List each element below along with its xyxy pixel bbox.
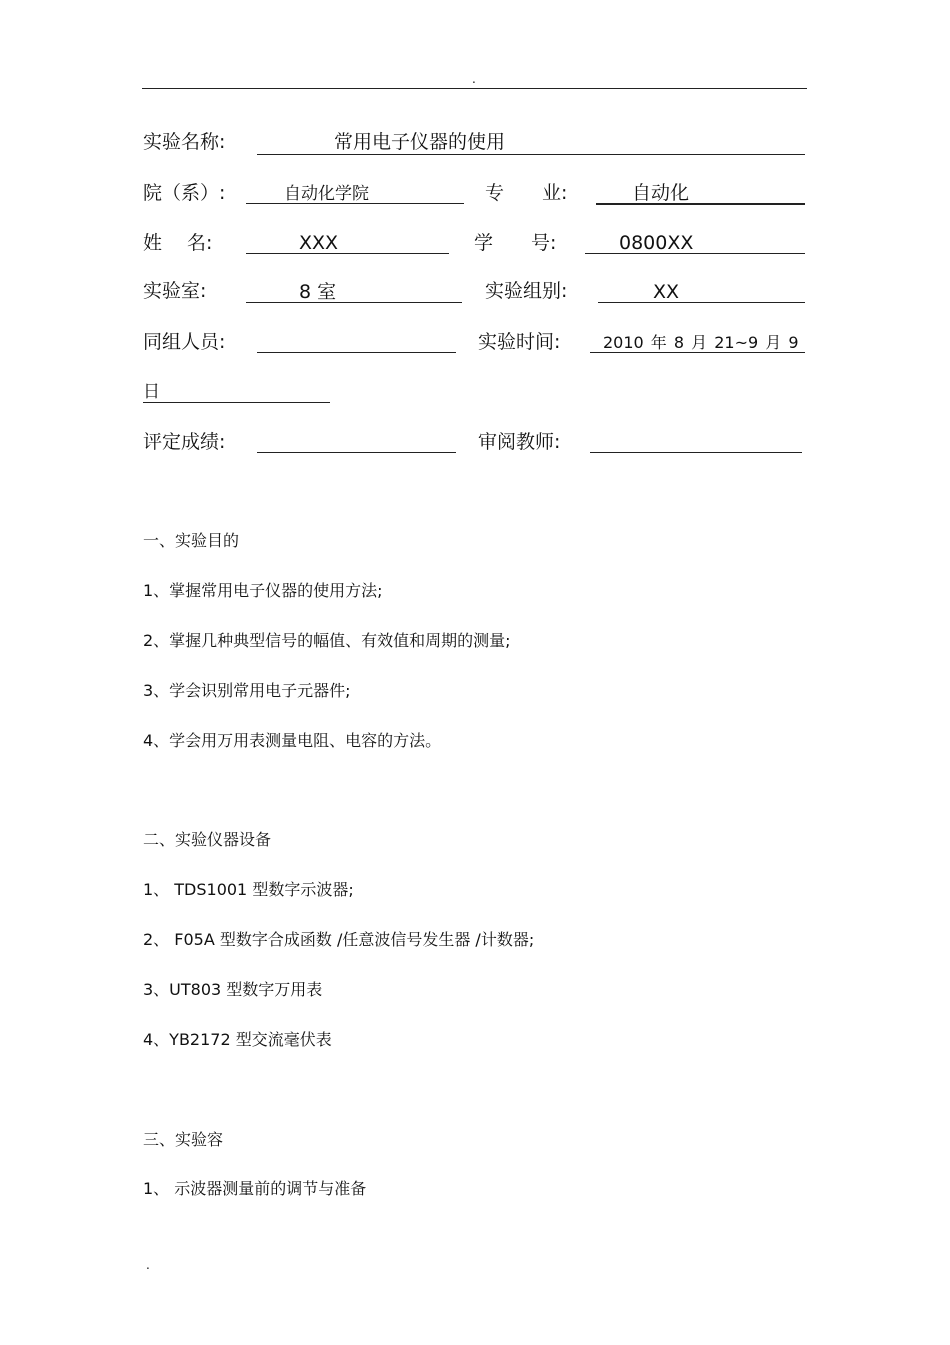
person-label: 姓 名:	[143, 232, 213, 254]
person-underline	[246, 253, 449, 254]
student-id-label: 学 号:	[474, 232, 557, 254]
list-item: 2、 F05A 型数字合成函数 /任意波信号发生器 /计数器;	[143, 930, 535, 949]
list-item: 4、YB2172 型交流毫伏表	[143, 1030, 332, 1049]
major-underline	[596, 203, 805, 205]
section-heading-equipment: 二、实验仪器设备	[143, 830, 272, 849]
lab-value: 8 室	[299, 281, 337, 303]
list-item: 3、学会识别常用电子元器件;	[143, 681, 351, 700]
name-value: 常用电子仪器的使用	[334, 131, 506, 153]
header-rule	[142, 88, 807, 89]
lab-label: 实验室:	[143, 280, 207, 302]
person-value: XXX	[299, 232, 339, 254]
teacher-underline	[590, 452, 802, 453]
name-underline	[257, 154, 805, 155]
lab-underline	[246, 302, 462, 303]
group-label: 实验组别:	[485, 280, 568, 302]
section-heading-purpose: 一、实验目的	[143, 531, 240, 550]
college-label: 院（系）:	[143, 182, 226, 204]
section-heading-content: 三、实验容	[143, 1130, 224, 1149]
header-dot: .	[472, 72, 476, 86]
footer-dot: .	[146, 1258, 150, 1272]
group-value: XX	[653, 281, 680, 303]
time-value: 2010 年 8 月 21~9 月 9	[603, 333, 799, 352]
time-continuation: 日	[143, 382, 160, 402]
list-item: 2、掌握几种典型信号的幅值、有效值和周期的测量;	[143, 631, 511, 650]
college-value: 自动化学院	[284, 184, 369, 204]
list-item: 1、 示波器测量前的调节与准备	[143, 1179, 367, 1198]
student-id-value: 0800XX	[619, 232, 694, 254]
major-value: 自动化	[632, 182, 690, 204]
group-underline	[598, 302, 805, 303]
teacher-label: 审阅教师:	[478, 431, 561, 453]
members-label: 同组人员:	[143, 331, 226, 353]
grade-underline	[257, 452, 456, 453]
list-item: 1、 TDS1001 型数字示波器;	[143, 880, 354, 899]
major-label: 专 业:	[485, 182, 568, 204]
student-id-underline	[585, 253, 805, 254]
time-label: 实验时间:	[478, 331, 561, 353]
members-underline	[257, 352, 456, 353]
list-item: 3、UT803 型数字万用表	[143, 980, 323, 999]
grade-label: 评定成绩:	[143, 431, 226, 453]
list-item: 4、学会用万用表测量电阻、电容的方法。	[143, 731, 442, 750]
list-item: 1、掌握常用电子仪器的使用方法;	[143, 581, 383, 600]
time-cont-underline	[143, 402, 330, 403]
name-label: 实验名称:	[143, 131, 226, 153]
